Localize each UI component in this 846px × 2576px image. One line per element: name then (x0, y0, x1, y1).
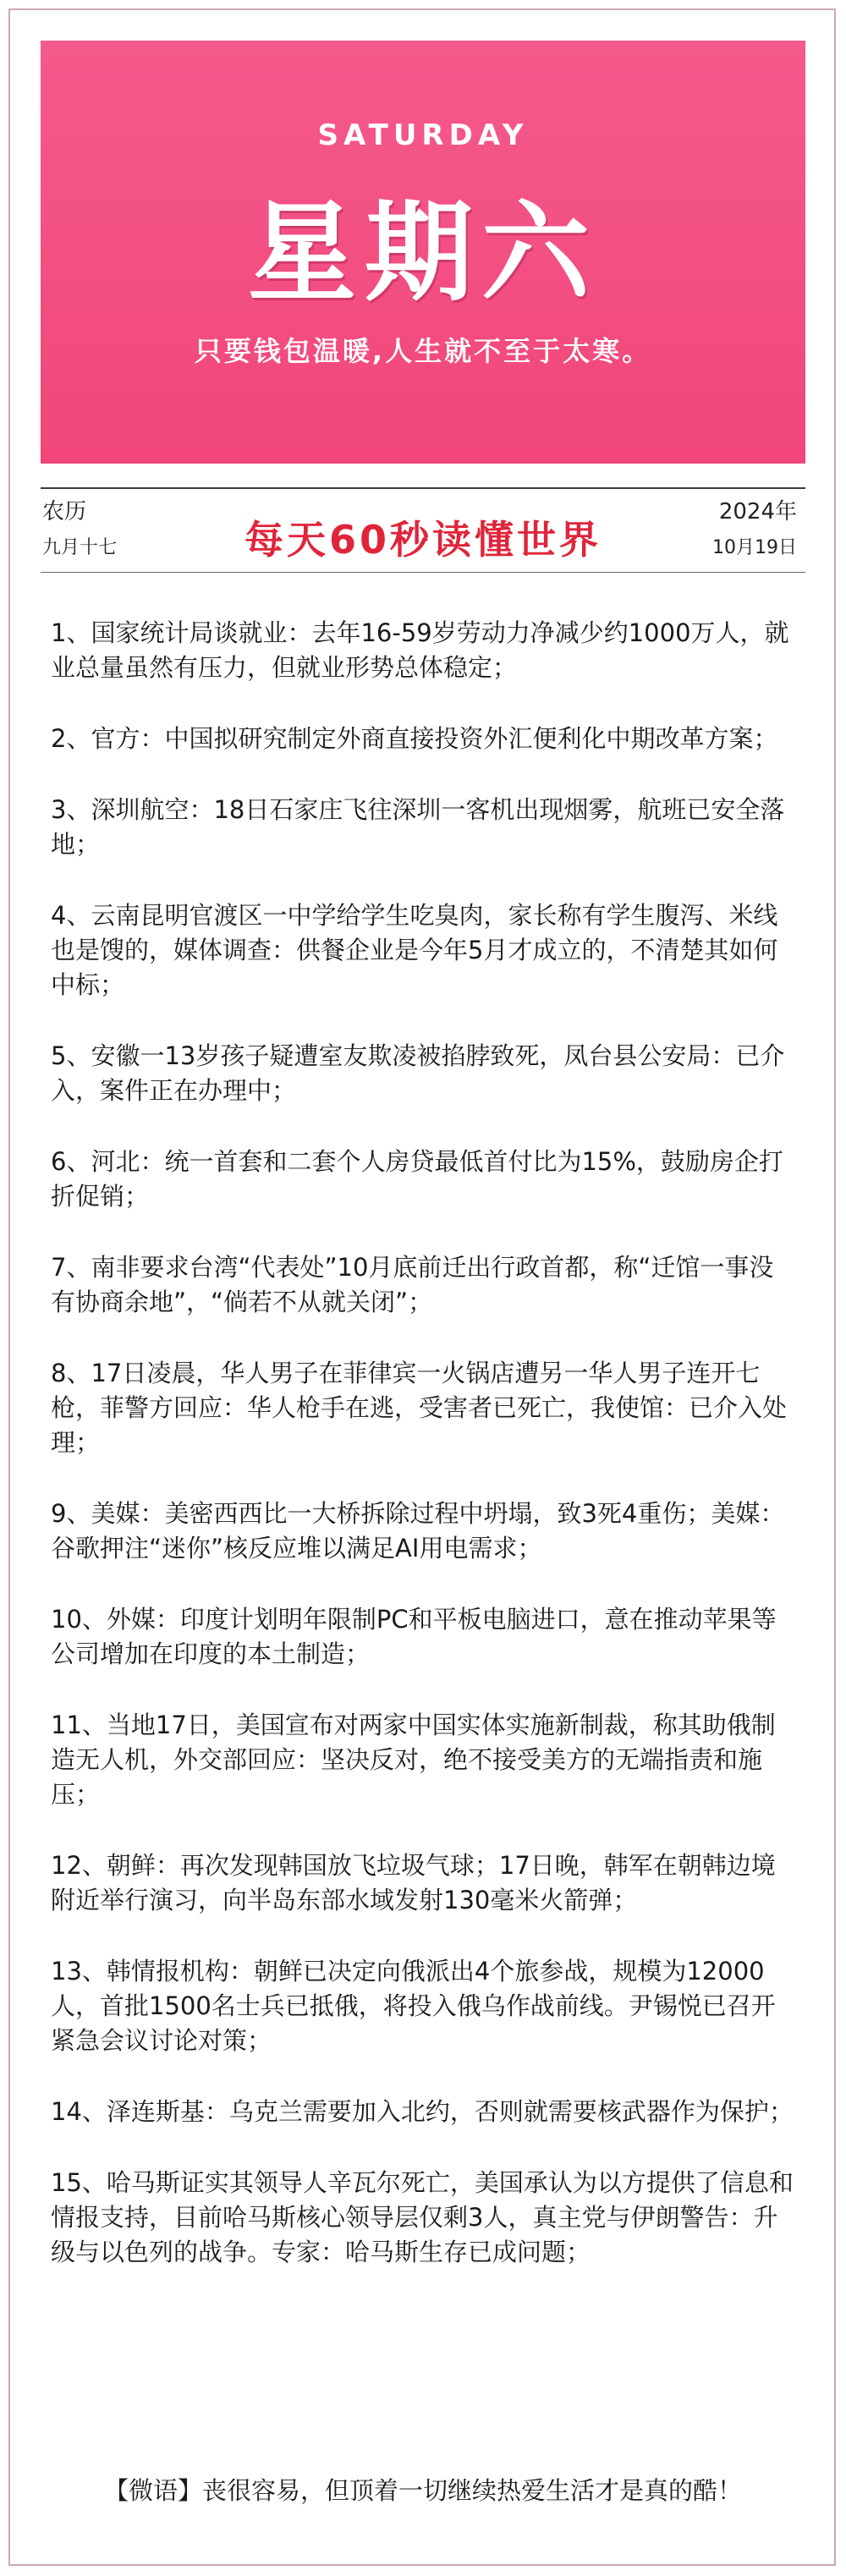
news-item: 5、安徽一13岁孩子疑遭室友欺凌被掐脖致死，凤台县公安局：已介入，案件正在办理中； (51, 1041, 785, 1105)
news-item: 7、南非要求台湾“代表处”10月底前迁出行政首都，称“迁馆一事没有协商余地”，“倘若不从就关闭”； (51, 1253, 774, 1316)
news-item: 9、美媒：美密西西比一大桥拆除过程中坍塌，致3死4重伤；美媒：谷歌押注“迷你”核反应堆以满足AI用电需求； (51, 1499, 785, 1563)
lunar-label: 农历 (42, 499, 87, 525)
news-list (51, 616, 795, 2306)
header-banner (41, 41, 805, 464)
lunar-date: 九月十七 (42, 537, 118, 558)
header-rule-top (41, 487, 805, 489)
news-item: 8、17日凌晨，华人男子在菲律宾一火锅店遭另一华人男子连开七枪，菲警方回应：华人枪手在逃，受害者已死亡，我使馆：已介入处理； (51, 1359, 788, 1457)
date-label: 10月19日 (712, 537, 797, 558)
news-item: 15、哈马斯证实其领导人辛瓦尔死亡，美国承认为以方提供了信息和情报支持，目前哈马斯核心领导层仅剩3人，真主党与伊朗警告：升级与以色列的战争。专家：哈马斯生存已成问题； (51, 2168, 794, 2266)
banner-slogan: 只要钱包温暖,人生就不至于太寒。 (194, 335, 652, 367)
news-item: 10、外媒：印度计划明年限制PC和平板电脑进口，意在推动苹果等公司增加在印度的本土制造； (51, 1605, 777, 1668)
header-rule-bottom (41, 572, 805, 573)
news-item: 13、韩情报机构：朝鲜已决定向俄派出4个旅参战，规模为12000人，首批1500名士兵已抵俄，将投入俄乌作战前线。尹锡悦已召开紧急会议讨论对策； (51, 1957, 776, 2055)
news-item: 6、河北：统一首套和二套个人房贷最低首付比为15%，鼓励房企打折促销； (51, 1147, 783, 1211)
news-item: 14、泽连斯基：乌克兰需要加入北约，否则就需要核武器作为保护； (51, 2097, 794, 2126)
daily-quote: 【微语】丧很容易，但顶着一切继续热爱生活才是真的酷！ (103, 2476, 742, 2505)
news-item: 3、深圳航空：18日石家庄飞往深圳一客机出现烟雾，航班已安全落地； (51, 795, 785, 859)
year-label: 2024年 (718, 499, 797, 525)
page-title: 每天60秒读懂世界 (244, 517, 602, 563)
news-item: 1、国家统计局谈就业：去年16-59岁劳动力净减少约1000万人，就业总量虽然有压力，但就业形势总体稳定； (51, 618, 789, 682)
news-item: 12、朝鲜：再次发现韩国放飞垃圾气球；17日晚，韩军在朝韩边境附近举行演习，向半岛东部水域发射130毫米火箭弹； (51, 1851, 776, 1914)
weekday-chinese: 星期六 (247, 190, 598, 316)
news-item: 4、云南昆明官渡区一中学给学生吃臭肉，家长称有学生腹泻、米线也是馊的，媒体调查：供餐企业是今年5月才成立的，不清楚其如何中标； (51, 901, 778, 999)
weekday-english: SATURDAY (317, 118, 529, 152)
news-item: 11、当地17日，美国宣布对两家中国实体实施新制裁，称其助俄制造无人机，外交部回应：坚决反对，绝不接受美方的无端指责和施压； (51, 1711, 776, 1809)
news-item: 2、官方：中国拟研究制定外商直接投资外汇便利化中期改革方案； (51, 724, 778, 753)
